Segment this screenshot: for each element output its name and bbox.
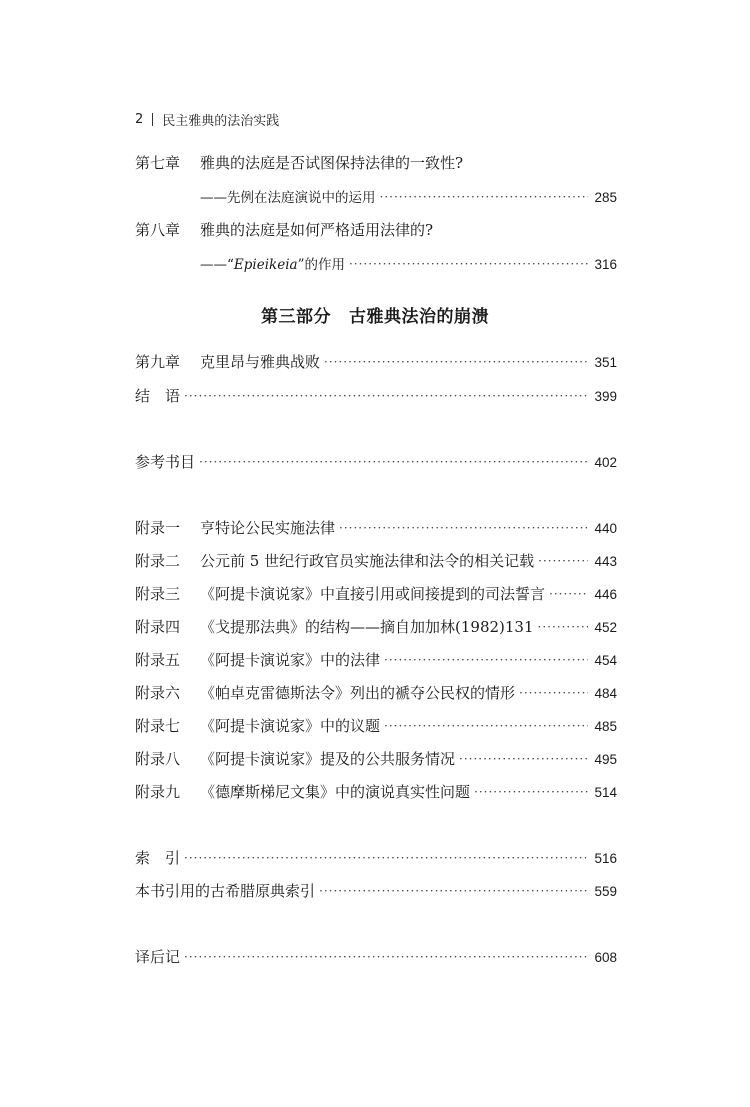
- entry-page: 495: [594, 752, 617, 767]
- entry-page: 485: [594, 719, 617, 734]
- toc-entry-chapter-7[interactable]: [135, 152, 617, 173]
- leader-dots: [474, 785, 588, 799]
- entry-title: 本书引用的古希腊原典索引: [135, 882, 316, 900]
- entry-page: 351: [594, 355, 617, 370]
- toc-entry-index[interactable]: [135, 847, 617, 868]
- entry-title: 《帕卓克雷德斯法令》列出的褫夺公民权的情形: [200, 684, 516, 702]
- page-number: 2: [135, 112, 144, 127]
- toc-entry-appendix-4[interactable]: [135, 616, 617, 637]
- leader-dots: [519, 686, 588, 700]
- toc-entry-afterword[interactable]: [135, 946, 617, 967]
- entry-title: 《阿提卡演说家》提及的公共服务情况: [200, 750, 456, 768]
- entry-number: 附录四: [135, 618, 181, 636]
- entry-title: 《德摩斯梯尼文集》中的演说真实性问题: [200, 783, 471, 801]
- toc-entry-appendix-1[interactable]: [135, 517, 617, 538]
- leader-dots: [380, 190, 589, 204]
- leader-dots: [538, 554, 588, 568]
- toc-entry-source-index[interactable]: [135, 880, 617, 901]
- entry-title: 参考书目: [135, 453, 196, 471]
- entry-number: 附录八: [135, 750, 181, 768]
- entry-title: 结 语: [135, 387, 181, 405]
- entry-title: 《阿提卡演说家》中直接引用或间接提到的司法誓言: [200, 585, 546, 603]
- leader-dots: [459, 752, 588, 766]
- entry-page: 454: [594, 653, 617, 668]
- leader-dots: [324, 355, 588, 369]
- entry-page: 514: [594, 785, 617, 800]
- entry-number: 附录一: [135, 519, 181, 537]
- toc-entry-appendix-2[interactable]: [135, 550, 617, 571]
- entry-page: 285: [594, 190, 617, 205]
- entry-title: 《戈提那法典》的结构——摘自加加林(1982)131: [200, 618, 534, 636]
- toc-entry-appendix-6[interactable]: [135, 682, 617, 703]
- leader-dots: [384, 653, 588, 667]
- entry-number: 第九章: [135, 353, 181, 371]
- entry-number: 附录九: [135, 783, 181, 801]
- leader-dots: [384, 719, 588, 733]
- leader-dots: [199, 455, 588, 469]
- entry-page: 399: [594, 389, 617, 404]
- entry-page: 608: [594, 950, 617, 965]
- toc-entry-chapter-8-subtitle[interactable]: [200, 253, 617, 273]
- entry-number: 第八章: [135, 221, 181, 239]
- part-heading: [0, 302, 750, 327]
- toc-entry-appendix-9[interactable]: [135, 781, 617, 802]
- toc-entry-chapter-9[interactable]: [135, 351, 617, 372]
- leader-dots: [549, 587, 588, 601]
- entry-page: 452: [594, 620, 617, 635]
- leader-dots: [184, 851, 588, 865]
- entry-subtitle: ——“Epieikeia”的作用: [200, 257, 345, 273]
- entry-number: 附录六: [135, 684, 181, 702]
- entry-number: 附录三: [135, 585, 181, 603]
- entry-page: 440: [594, 521, 617, 536]
- part-label: 第三部分: [261, 307, 331, 327]
- leader-dots: [339, 521, 588, 535]
- entry-number: 附录二: [135, 552, 181, 570]
- entry-title: 公元前 5 世纪行政官员实施法律和法令的相关记载: [200, 552, 535, 570]
- toc-entry-appendix-5[interactable]: [135, 649, 617, 670]
- entry-title: 雅典的法庭是如何严格适用法律的?: [200, 221, 434, 239]
- entry-title: 亨特论公民实施法律: [200, 519, 336, 537]
- entry-title: 译后记: [135, 948, 181, 966]
- entry-page: 484: [594, 686, 617, 701]
- toc-entry-appendix-3[interactable]: [135, 583, 617, 604]
- entry-page: 516: [594, 851, 617, 866]
- entry-page: 316: [594, 257, 617, 272]
- entry-number: 第七章: [135, 154, 181, 172]
- leader-dots: [538, 620, 589, 634]
- entry-page: 443: [594, 554, 617, 569]
- toc-entry-chapter-7-subtitle[interactable]: [200, 186, 617, 206]
- entry-page: 446: [594, 587, 617, 602]
- leader-dots: [319, 884, 588, 898]
- header-divider: [152, 113, 153, 126]
- entry-subtitle: ——先例在法庭演说中的运用: [200, 190, 376, 206]
- entry-title: 《阿提卡演说家》中的法律: [200, 651, 381, 669]
- entry-page: 402: [594, 455, 617, 470]
- entry-title: 《阿提卡演说家》中的议题: [200, 717, 381, 735]
- running-header: [135, 110, 279, 129]
- entry-page: 559: [594, 884, 617, 899]
- entry-number: 附录五: [135, 651, 181, 669]
- toc-entry-appendix-7[interactable]: [135, 715, 617, 736]
- toc-entry-appendix-8[interactable]: [135, 748, 617, 769]
- part-title: 古雅典法治的崩溃: [349, 307, 489, 327]
- entry-title: 索 引: [135, 849, 181, 867]
- running-title: 民主雅典的法治实践: [162, 114, 280, 129]
- leader-dots: [184, 950, 588, 964]
- entry-title: 雅典的法庭是否试图保持法律的一致性?: [200, 154, 464, 172]
- leader-dots: [349, 257, 588, 271]
- entry-number: 附录七: [135, 717, 181, 735]
- leader-dots: [184, 389, 588, 403]
- entry-title: 克里昂与雅典战败: [200, 353, 321, 371]
- toc-entry-chapter-8[interactable]: [135, 219, 617, 240]
- toc-entry-bibliography[interactable]: [135, 451, 617, 472]
- toc-entry-conclusion[interactable]: [135, 385, 617, 406]
